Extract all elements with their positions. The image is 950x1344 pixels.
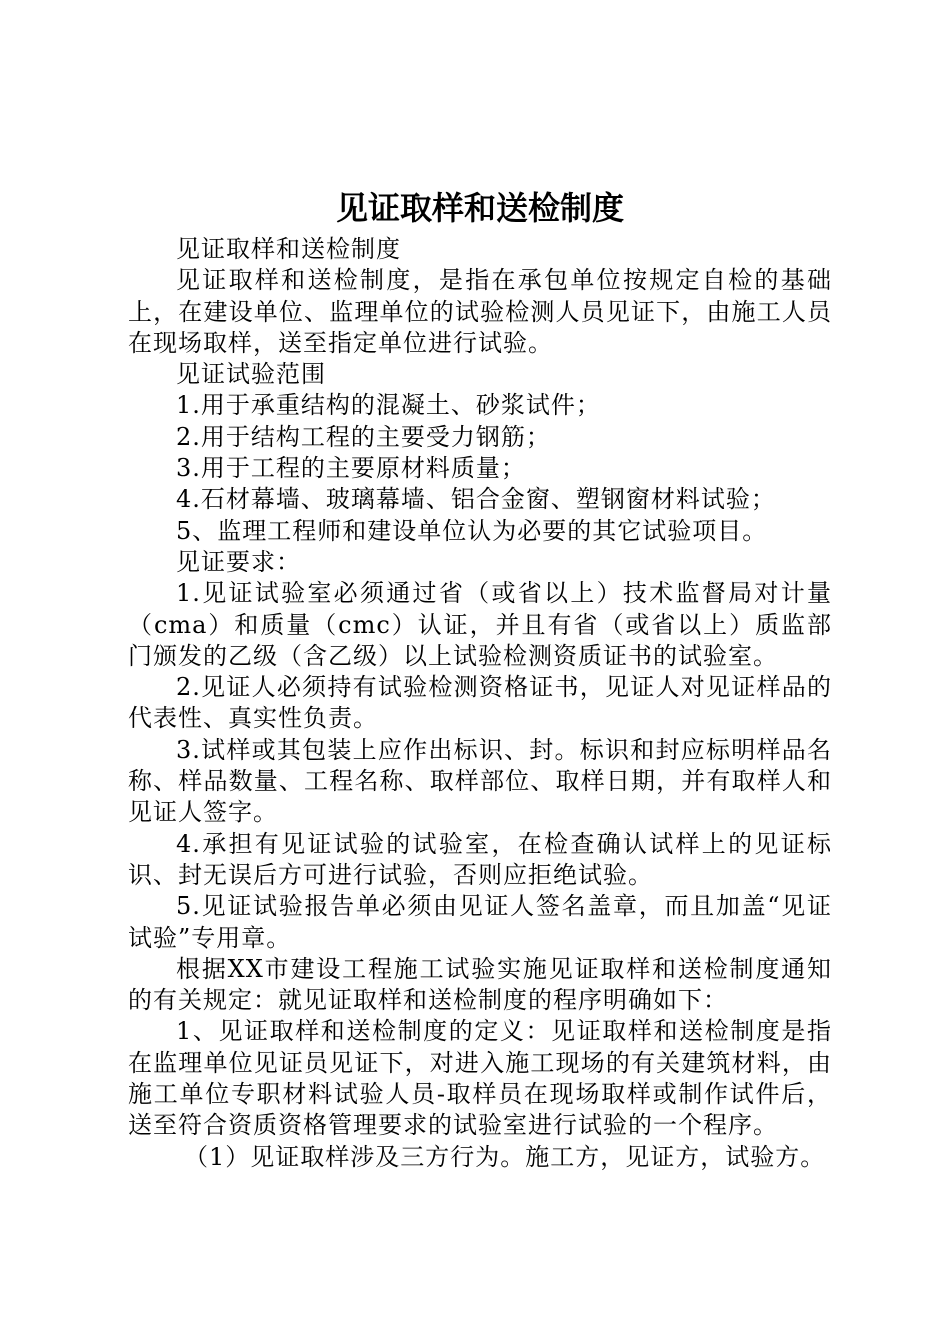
- scope-item-5: 5、监理工程师和建设单位认为必要的其它试验项目。: [176, 516, 768, 545]
- document-body: [128, 234, 832, 1173]
- paragraph-procedure-definition: 1、见证取样和送检制度的定义：见证取样和送检制度是指在监理单位见证员见证下，对进入施工现场的有关建筑材料，由施工单位专职材料试验人员-取样员在现场取样或制作试件后，送至符合资质资格管理要求的试验室进行试验的一个程序。: [128, 1017, 832, 1140]
- scope-item-2: 2.用于结构工程的主要受力钢筋；: [176, 422, 551, 451]
- scope-item-4: 4.石材幕墙、玻璃幕墙、铝合金窗、塑钢窗材料试验；: [176, 485, 776, 514]
- requirement-item-4: 4.承担有见证试验的试验室，在检查确认试样上的见证标识、封无误后方可进行试验，否则应拒绝试验。: [128, 829, 832, 889]
- scope-item-1: 1.用于承重结构的混凝土、砂浆试件；: [176, 391, 601, 420]
- requirement-item-3: 3.试样或其包装上应作出标识、封。标识和封应标明样品名称、样品数量、工程名称、取样部位、取样日期，并有取样人和见证人签字。: [128, 735, 832, 827]
- heading-requirements: 见证要求：: [176, 547, 301, 576]
- scope-item-3: 3.用于工程的主要原材料质量；: [176, 454, 526, 483]
- paragraph-three-parties: （1）见证取样涉及三方行为。施工方，见证方，试验方。: [184, 1142, 826, 1171]
- paragraph-regulation: 根据XX市建设工程施工试验实施见证取样和送检制度通知的有关规定：就见证取样和送检制度的程序明确如下：: [128, 954, 832, 1015]
- paragraph-definition: 见证取样和送检制度，是指在承包单位按规定自检的基础上，在建设单位、监理单位的试验检测人员见证下，由施工人员在现场取样，送至指定单位进行试验。: [128, 266, 832, 357]
- requirement-item-5: 5.见证试验报告单必须由见证人签名盖章，而且加盖“见证试验”专用章。: [128, 892, 832, 952]
- paragraph-subtitle: 见证取样和送检制度: [176, 235, 401, 263]
- heading-scope: 见证试验范围: [176, 360, 326, 389]
- requirement-item-1: 1.见证试验室必须通过省（或省以上）技术监督局对计量（cma）和质量（cmc）认证，并且有省（或省以上）质监部门颁发的乙级（含乙级）以上试验检测资质证书的试验室。: [128, 579, 832, 670]
- document-title: 见证取样和送检制度: [335, 189, 624, 227]
- requirement-item-2: 2.见证人必须持有试验检测资格证书，见证人对见证样品的代表性、真实性负责。: [128, 673, 832, 733]
